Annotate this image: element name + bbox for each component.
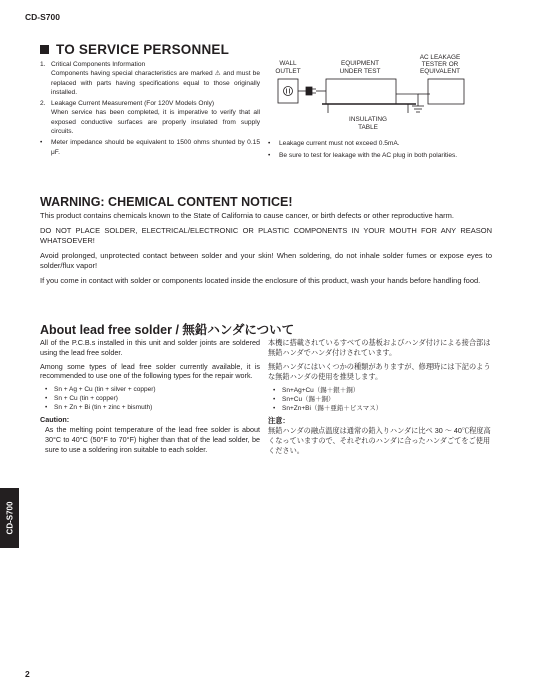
ac-leakage-label-3: EQUIVALENT [419,68,461,75]
caution-text-jp: 無鉛ハンダの融点温度は通常の鉛入りハンダに比べ 30 〜 40℃程度高くなっていますので、それぞれのハンダに合ったハンダごてをご使用ください。 [268,426,491,455]
lead-paragraph-jp: 無鉛ハンダにはいくつかの種類がありますが、修理時には下記のような無鉛ハンダの使用を推奨します。 [268,362,491,381]
equipment-box [326,79,396,104]
list-item: • Sn+Cu（錫＋銅） [268,395,494,404]
service-item [40,60,260,97]
item-text: Components having special characteristics are marked ⚠ and must be replaced with parts having specifications equal to those originally installed. [51,70,260,96]
item-marker: • [40,139,43,147]
list-item: • Sn + Ag + Cu (tin + silver + copper) [40,385,260,394]
item-title: Leakage Current Measurement (For 120V Models Only) [51,100,215,108]
item-text: When service has been completed, it is imperative to verify that all exposed conductive surfaces are properly insulated from supply circuits. [51,109,260,136]
list-item: • Sn+Zn+Bi（錫＋亜鉛＋ビスマス） [268,404,494,413]
item-text: Meter impedance should be equivalent to 1500 ohms shunted by 0.15 μF. [51,139,260,156]
diagram-note: • Leakage current must not exceed 0.5mA. [268,139,488,148]
leakage-test-diagram [268,50,478,138]
warning-title: WARNING: CHEMICAL CONTENT NOTICE! [40,195,293,209]
list-item: • Sn+Ag+Cu（錫＋銀＋銅） [268,386,494,395]
item-title: Critical Components Information [51,61,146,68]
page-number: 2 [25,669,30,679]
list-item: • Sn + Cu (tin + copper) [40,394,260,403]
lead-free-english [40,338,260,454]
wall-outlet-label-1: WALL [279,60,297,67]
wall-outlet-box [278,79,298,103]
solder-type-list-jp [268,386,494,413]
lead-paragraph-jp: 本機に搭載されているすべての基板およびハンダ付けによる接合部は無鉛ハンダでハンダ付けされています。 [268,338,491,357]
ac-leakage-tester-box [428,79,464,104]
lead-free-japanese [268,338,494,456]
service-instructions [40,60,260,159]
service-section-title [40,42,229,57]
wall-outlet-label-2: OUTLET [275,68,301,75]
model-name-header: CD-S700 [25,12,60,22]
caution-text: As the melting point temperature of the lead free solder is about 30°C to 40°C (50°F to 70°F) higher than that of the lead solder, be sure to use a soldering iron suitable to each solder. [45,424,260,454]
warning-paragraph: DO NOT PLACE SOLDER, ELECTRICAL/ELECTRONIC OR PLASTIC COMPONENTS IN YOUR MOUTH FOR ANY REASON WHATSOEVER! [40,226,492,245]
lead-paragraph: Among some types of lead free solder currently available, it is recommended to use one of the following types for the repair work. [40,361,260,381]
insulating-label-2: TABLE [358,124,378,131]
warning-body [40,211,492,291]
diagram-notes [268,139,488,164]
diagram-note: • Be sure to test for leakage with the AC plug in both polarities. [268,151,488,160]
ac-leakage-label-1: AC LEAKAGE [419,54,461,61]
ac-leakage-label-2: TESTER OR [421,61,459,68]
service-item [40,99,260,136]
note-text: Leakage current must not exceed 0.5mA. [279,140,400,147]
warning-paragraph: Avoid prolonged, unprotected contact between solder and your skin! When soldering, do not inhale solder fumes or expose eyes to solder/flux vapor! [40,251,492,270]
service-item [40,138,260,157]
item-marker: 1. [40,61,46,68]
plug-icon [306,87,312,95]
equipment-label-1: EQUIPMENT [341,60,379,67]
caution-heading: Caution: [40,415,70,425]
square-bullet-icon [40,45,49,54]
solder-type-list [40,385,260,412]
lead-paragraph: All of the P.C.B.s installed in this unit and solder joints are soldered using the lead free solder. [40,338,260,357]
outlet-socket-icon [284,87,293,96]
warning-paragraph: If you come in contact with solder or components located inside the enclosure of this product, wash your hands before handling food. [40,276,481,285]
equipment-label-2: UNDER TEST [339,68,381,75]
side-model-tab [0,488,19,548]
note-text: Be sure to test for leakage with the AC plug in both polarities. [279,152,458,160]
caution-heading-jp: 注意： [268,416,290,425]
warning-paragraph: This product contains chemicals known to the State of California to cause cancer, or birth defects or other reproductive harm. [40,211,454,220]
lead-free-title: About lead free solder / 無鉛ハンダについて [40,323,295,337]
side-tab-label: CD-S700 [5,501,14,535]
service-title-text: TO SERVICE PERSONNEL [56,42,230,57]
insulating-label-1: INSULATING [349,116,387,123]
item-marker: 2. [40,100,46,108]
list-item: • Sn + Zn + Bi (tin + zinc + bismuth) [40,403,260,412]
